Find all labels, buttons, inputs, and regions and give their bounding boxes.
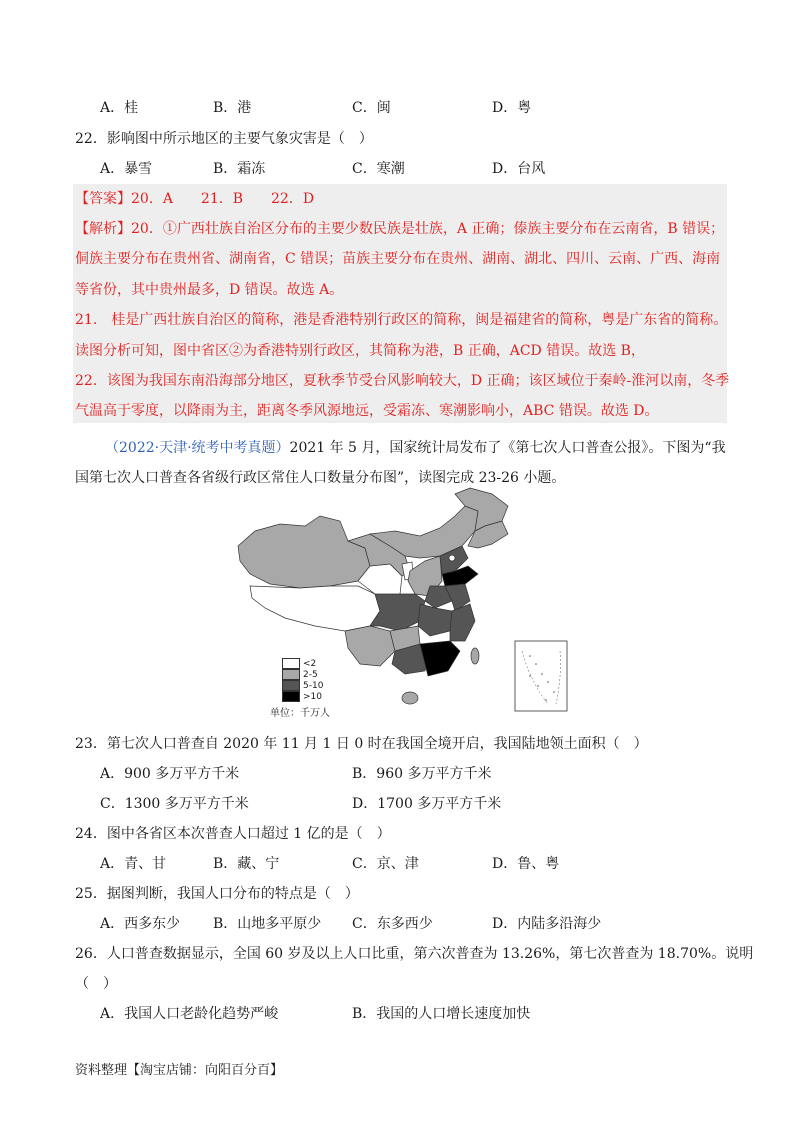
q23-option-d: D．1700 多万平方千米 xyxy=(352,796,502,812)
map-legend xyxy=(282,658,323,702)
intro-text-1: 2021 年 5 月，国家统计局发布了《第七次人口普查公报》。下图为“我 xyxy=(289,440,726,456)
legend-item xyxy=(282,680,323,691)
legend-item xyxy=(282,691,323,702)
q22-option-a: A．暴雪 xyxy=(100,161,153,177)
analysis-line-3: 等省份，其中贵州最多，D 错误。故选 A。 xyxy=(75,282,344,298)
q23-option-c: C．1300 多万平方千米 xyxy=(100,796,249,812)
legend-swatch xyxy=(282,669,300,680)
intro-source: （2022·天津·统考中考真题） xyxy=(105,440,290,456)
q21-option-c: C．闽 xyxy=(352,100,391,116)
legend-label: 5-10 xyxy=(303,680,324,691)
q21-option-b: B．港 xyxy=(213,100,252,116)
q21-option-d: D．粤 xyxy=(492,100,532,116)
q24-option-c: C．京、津 xyxy=(352,856,419,872)
q24-option-b: B．藏、宁 xyxy=(213,856,280,872)
answer-line: 【答案】20．A 21．B 22．D xyxy=(75,191,315,207)
q24-option-a: A．青、甘 xyxy=(100,856,167,872)
q25-option-a: A．西多东少 xyxy=(100,916,181,932)
analysis-line-6: 22．该图为我国东南沿海部分地区，夏秋季节受台风影响较大，D 正确；该区域位于秦岭-淮河以南，冬季 xyxy=(75,373,730,389)
legend-label: 2-5 xyxy=(303,669,318,680)
q26-option-a: A．我国人口老龄化趋势严峻 xyxy=(100,1006,279,1022)
q22-option-b: B．霜冻 xyxy=(213,161,266,177)
analysis-line-2: 侗族主要分布在贵州省、湖南省，C 错误；苗族主要分布在贵州、湖南、湖北、四川、云南、广西、海南 xyxy=(75,251,721,267)
analysis-line-7: 气温高于零度，以降雨为主，距离冬季风源地远，受霜冻、寒潮影响小，ABC 错误。故选 D。 xyxy=(75,403,659,419)
q22-option-d: D．台风 xyxy=(492,161,546,177)
legend-item xyxy=(282,669,323,680)
q24-option-d: D．鲁、粤 xyxy=(492,856,560,872)
q21-option-a: A．桂 xyxy=(100,100,139,116)
q25-stem: 25．据图判断，我国人口分布的特点是（ ） xyxy=(75,886,359,902)
q23-option-b: B．960 多万平方千米 xyxy=(352,766,492,782)
legend-swatch xyxy=(282,658,300,669)
q26-stem-cont: （ ） xyxy=(75,976,117,992)
analysis-line-5: 读图分析可知，图中省区②为香港特别行政区，其简称为港，B 正确，ACD 错误。故选 B， xyxy=(75,343,645,359)
south-china-sea-inset xyxy=(515,641,567,711)
intro-line-1 xyxy=(105,437,726,457)
q22-stem: 22．影响图中所示地区的主要气象灾害是（ ） xyxy=(75,131,373,147)
q25-option-c: C．东多西少 xyxy=(352,916,433,932)
map-unit: 单位：千万人 xyxy=(270,708,330,719)
population-map xyxy=(230,486,570,719)
legend-label: <2 xyxy=(303,658,317,669)
q26-stem: 26．人口普查数据显示，全国 60 岁及以上人口比重，第六次普查为 13.26%，第七次普查为 18.70%。说明 xyxy=(75,946,754,962)
q23-stem: 23．第七次人口普查自 2020 年 11 月 1 日 0 时在我国全境开启，我国陆地领土面积（ ） xyxy=(75,736,648,752)
q25-option-d: D．内陆多沿海少 xyxy=(492,916,602,932)
page-footer: 资料整理【淘宝店铺：向阳百分百】 xyxy=(75,1063,284,1078)
legend-swatch xyxy=(282,691,300,702)
analysis-line-4: 21. 桂是广西壮族自治区的简称，港是香港特别行政区的简称，闽是福建省的简称，粤是广东省的简称。 xyxy=(75,312,728,328)
legend-item xyxy=(282,658,323,669)
analysis-line-1: 【解析】20．①广西壮族自治区分布的主要少数民族是壮族，A 正确；傣族主要分布在云南省，B 错误； xyxy=(75,221,725,237)
q22-option-c: C．寒潮 xyxy=(352,161,405,177)
q23-option-a: A．900 多万平方千米 xyxy=(100,766,240,782)
china-population-map xyxy=(230,486,570,716)
legend-label: >10 xyxy=(303,691,322,702)
intro-line-2: 国第七次人口普查各省级行政区常住人口数量分布图”，读图完成 23-26 小题。 xyxy=(75,470,566,486)
q25-option-b: B．山地多平原少 xyxy=(213,916,322,932)
q24-stem: 24．图中各省区本次普查人口超过 1 亿的是（ ） xyxy=(75,826,391,842)
legend-swatch xyxy=(282,680,300,691)
q26-option-b: B．我国的人口增长速度加快 xyxy=(352,1006,531,1022)
